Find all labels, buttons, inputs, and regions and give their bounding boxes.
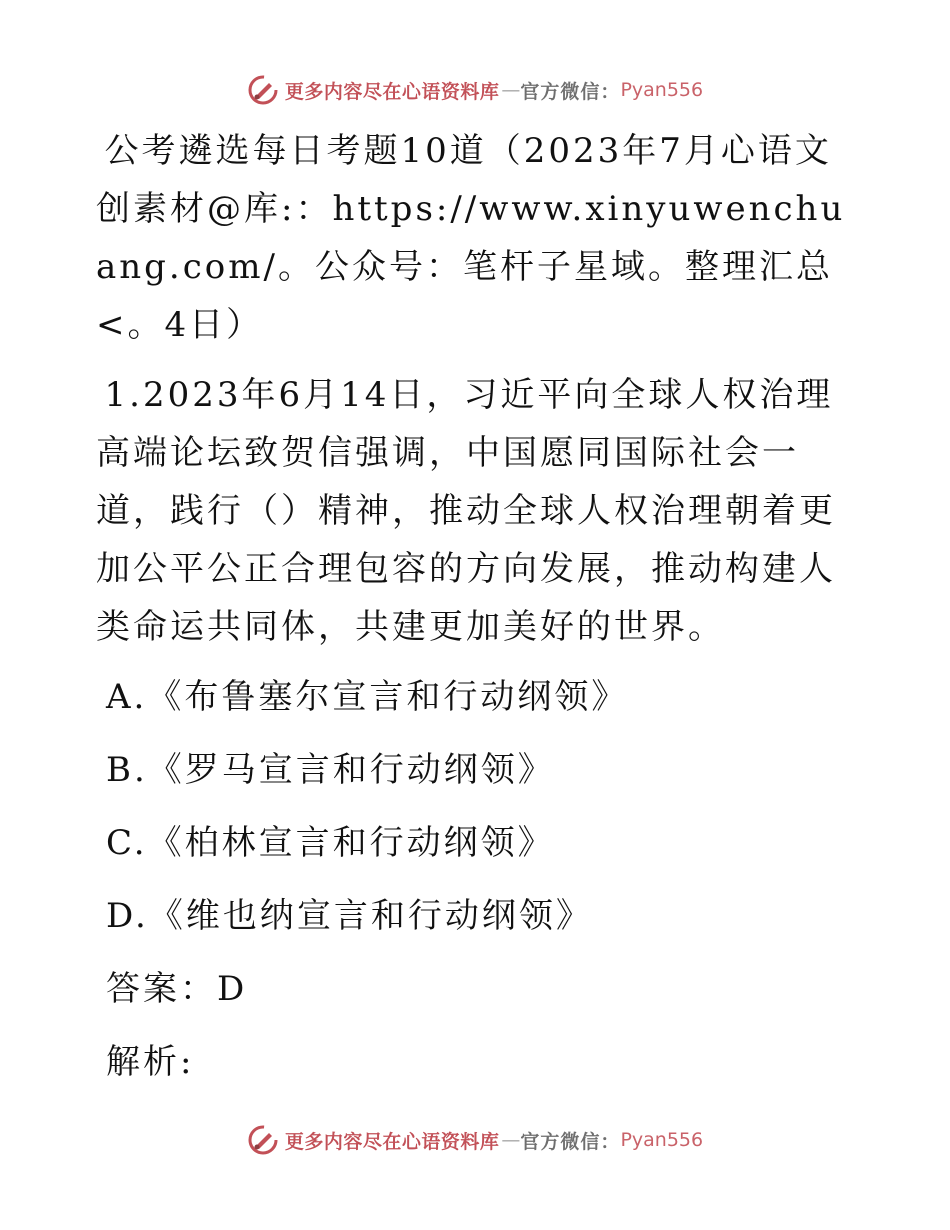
document-body — [96, 122, 856, 1106]
document-title: 公考遴选每日考题10道（2023年7月心语文创素材@库:：https://www.xinyuwenchuang.com/。公众号：笔杆子星域。整理汇总<。4日） — [96, 131, 846, 345]
watermark-official: 官方微信： — [520, 80, 621, 103]
watermark-brand: 更多内容尽在心语资料库 — [284, 1130, 500, 1153]
question-text: 1.2023年6月14日，习近平向全球人权治理高端论坛致贺信强调，中国愿同国际社会一道，践行（）精神，推动全球人权治理朝着更加公平公正合理包容的方向发展，推动构建人类命运共同体，共建更加美好的世界。 — [96, 375, 836, 647]
watermark-official: 官方微信： — [520, 1130, 621, 1153]
option-b: B.《罗马宣言和行动纲领》 — [106, 750, 555, 790]
watermark-brand: 更多内容尽在心语资料库 — [284, 80, 500, 103]
option-c: C.《柏林宣言和行动纲领》 — [106, 823, 555, 863]
brush-circle-logo-icon — [247, 1124, 279, 1156]
watermark-dash: — — [501, 1129, 519, 1151]
watermark-banner-top — [0, 70, 950, 110]
watermark-dash: — — [501, 79, 519, 101]
answer-line: 答案：D — [106, 969, 248, 1009]
option-d: D.《维也纳宣言和行动纲领》 — [106, 896, 593, 936]
watermark-banner-bottom — [0, 1120, 950, 1160]
analysis-line: 解析: — [106, 1042, 195, 1082]
brush-circle-logo-icon — [247, 74, 279, 106]
watermark-wechat: Pyan556 — [620, 1129, 704, 1151]
watermark-wechat: Pyan556 — [620, 79, 704, 101]
option-a: A.《布鲁塞尔宣言和行动纲领》 — [106, 677, 629, 717]
